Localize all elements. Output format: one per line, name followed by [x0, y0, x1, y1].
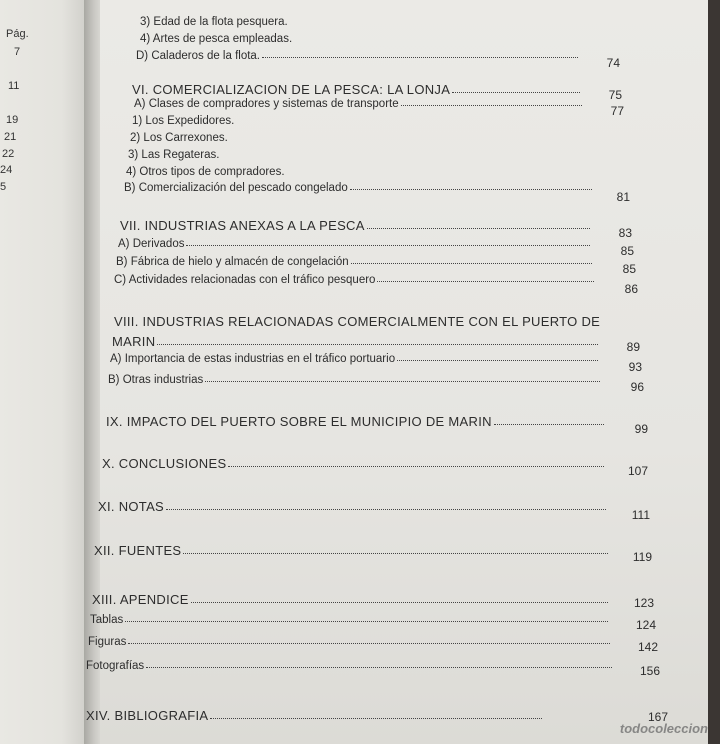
toc-entry-text: MARIN — [112, 334, 156, 349]
toc-entry-text: XIV. BIBLIOGRAFIA — [86, 708, 209, 723]
toc-entry-text: D) Caladeros de la flota. — [136, 50, 261, 62]
toc-page-number: 75 — [608, 88, 622, 102]
toc-entry — [90, 614, 612, 626]
toc-entry-text: 3) Las Regateras. — [128, 149, 220, 161]
dot-leader — [452, 91, 580, 93]
toc-entry — [134, 98, 586, 110]
toc-entry — [108, 374, 604, 386]
dot-leader — [401, 104, 582, 106]
toc-entry-text: 4) Artes de pesca empleadas. — [140, 33, 293, 45]
toc-entry — [86, 708, 546, 723]
dot-leader — [205, 380, 600, 382]
toc-page-number: 74 — [606, 56, 620, 70]
toc-entry-text: VIII. INDUSTRIAS RELACIONADAS COMERCIALMENTE CON EL PUERTO DE — [114, 314, 601, 329]
toc-page-number: 156 — [639, 664, 660, 678]
toc-entry-text: B) Comercialización del pescado congelado — [124, 182, 348, 194]
toc-page-number: 119 — [632, 550, 652, 564]
dot-leader — [351, 262, 592, 264]
left-page-number: 19 — [6, 114, 19, 126]
dot-leader — [228, 465, 604, 467]
toc-page-number: 89 — [626, 340, 640, 354]
toc-entry — [136, 50, 582, 62]
dot-leader — [262, 56, 578, 58]
toc-entry-text: 2) Los Carrexones. — [130, 132, 228, 144]
toc-entry — [140, 16, 560, 28]
toc-entry-text: IX. IMPACTO DEL PUERTO SOBRE EL MUNICIPIO DE MARIN — [106, 414, 492, 429]
dot-leader — [166, 508, 606, 510]
toc-entry — [102, 456, 608, 471]
left-page-number: 11 — [8, 80, 20, 92]
toc-entry — [124, 182, 596, 194]
toc-page-number: 85 — [622, 262, 636, 276]
left-page-number: 22 — [2, 148, 15, 160]
toc-entry — [120, 218, 594, 233]
toc-entry — [110, 353, 602, 365]
toc-entry-text: A) Clases de compradores y sistemas de transporte — [134, 98, 399, 110]
toc-page-number: 81 — [616, 190, 630, 204]
toc-entry — [86, 660, 616, 672]
toc-entry — [128, 149, 428, 161]
toc-entry-text: B) Otras industrias — [108, 374, 204, 386]
toc-entry — [114, 274, 598, 286]
toc-entry — [94, 543, 612, 558]
toc-page-number: 107 — [627, 464, 648, 478]
toc-page-number: 83 — [618, 226, 632, 240]
left-page-number: 21 — [4, 131, 17, 143]
toc-entry-text: XI. NOTAS — [98, 499, 165, 514]
toc-entry-text: 1) Los Expedidores. — [132, 115, 235, 127]
dot-leader — [377, 280, 594, 282]
toc-entry-text: A) Importancia de estas industrias en el tráfico portuario — [110, 353, 396, 365]
dot-leader — [125, 620, 608, 622]
toc-entry-text: Figuras — [88, 636, 127, 648]
page-column-header: Pág. — [6, 28, 29, 40]
dot-leader — [350, 188, 592, 190]
left-page-number: 24 — [0, 164, 13, 176]
toc-entry-text: A) Derivados — [118, 238, 185, 250]
toc-entry — [92, 592, 612, 607]
dot-leader — [210, 717, 542, 719]
toc-page-number: 142 — [637, 640, 658, 654]
left-page-number: 7 — [14, 46, 21, 58]
toc-entry-text: Tablas — [90, 614, 124, 626]
watermark-text: todocoleccion — [619, 721, 708, 736]
toc-entry — [112, 334, 602, 349]
toc-entry — [106, 414, 608, 429]
toc-entry — [116, 256, 596, 268]
dot-leader — [128, 642, 610, 644]
toc-page-number: 167 — [647, 710, 668, 724]
toc-entry — [130, 132, 430, 144]
toc-page-number: 123 — [633, 596, 654, 610]
toc-page-number: 96 — [630, 380, 644, 394]
toc-entry-text: 4) Otros tipos de compradores. — [126, 166, 285, 178]
toc-page-number: 111 — [631, 508, 650, 522]
toc-page-number: 86 — [624, 282, 638, 296]
left-page-number: 5 — [0, 181, 7, 193]
dot-leader — [397, 359, 598, 361]
toc-entry-text: 3) Edad de la flota pesquera. — [140, 16, 288, 28]
left-page — [0, 0, 88, 744]
toc-entry-text: C) Actividades relacionadas con el tráfico pesquero — [114, 274, 376, 286]
toc-page-number: 99 — [634, 422, 648, 436]
toc-entry-text: XII. FUENTES — [94, 543, 182, 558]
toc-entry — [88, 636, 614, 648]
toc-entry — [132, 82, 584, 97]
toc-entry-text: B) Fábrica de hielo y almacén de congelación — [116, 256, 349, 268]
toc-entry — [98, 499, 610, 514]
toc-entry-text: XIII. APENDICE — [92, 592, 189, 607]
toc-entry-text: VI. COMERCIALIZACION DE LA PESCA: LA LONJA — [132, 82, 451, 97]
toc-page-number: 93 — [628, 360, 642, 374]
dot-leader — [157, 343, 598, 345]
toc-entry-text: VII. INDUSTRIAS ANEXAS A LA PESCA — [120, 218, 365, 233]
dot-leader — [191, 601, 608, 603]
dot-leader — [186, 244, 590, 246]
toc-page-number: 124 — [635, 618, 656, 632]
dot-leader — [367, 227, 590, 229]
toc-page-number: 77 — [610, 104, 624, 118]
toc-page-number: 85 — [620, 244, 634, 258]
toc-entry-text: Fotografías — [86, 660, 145, 672]
toc-entry — [140, 33, 560, 45]
dot-leader — [146, 666, 612, 668]
toc-entry — [132, 115, 432, 127]
dot-leader — [183, 552, 608, 554]
toc-entry — [118, 238, 594, 250]
toc-entry — [114, 314, 614, 329]
dot-leader — [494, 423, 604, 425]
toc-entry — [126, 166, 426, 178]
toc-entry-text: X. CONCLUSIONES — [102, 456, 227, 471]
right-background-edge — [708, 0, 720, 744]
